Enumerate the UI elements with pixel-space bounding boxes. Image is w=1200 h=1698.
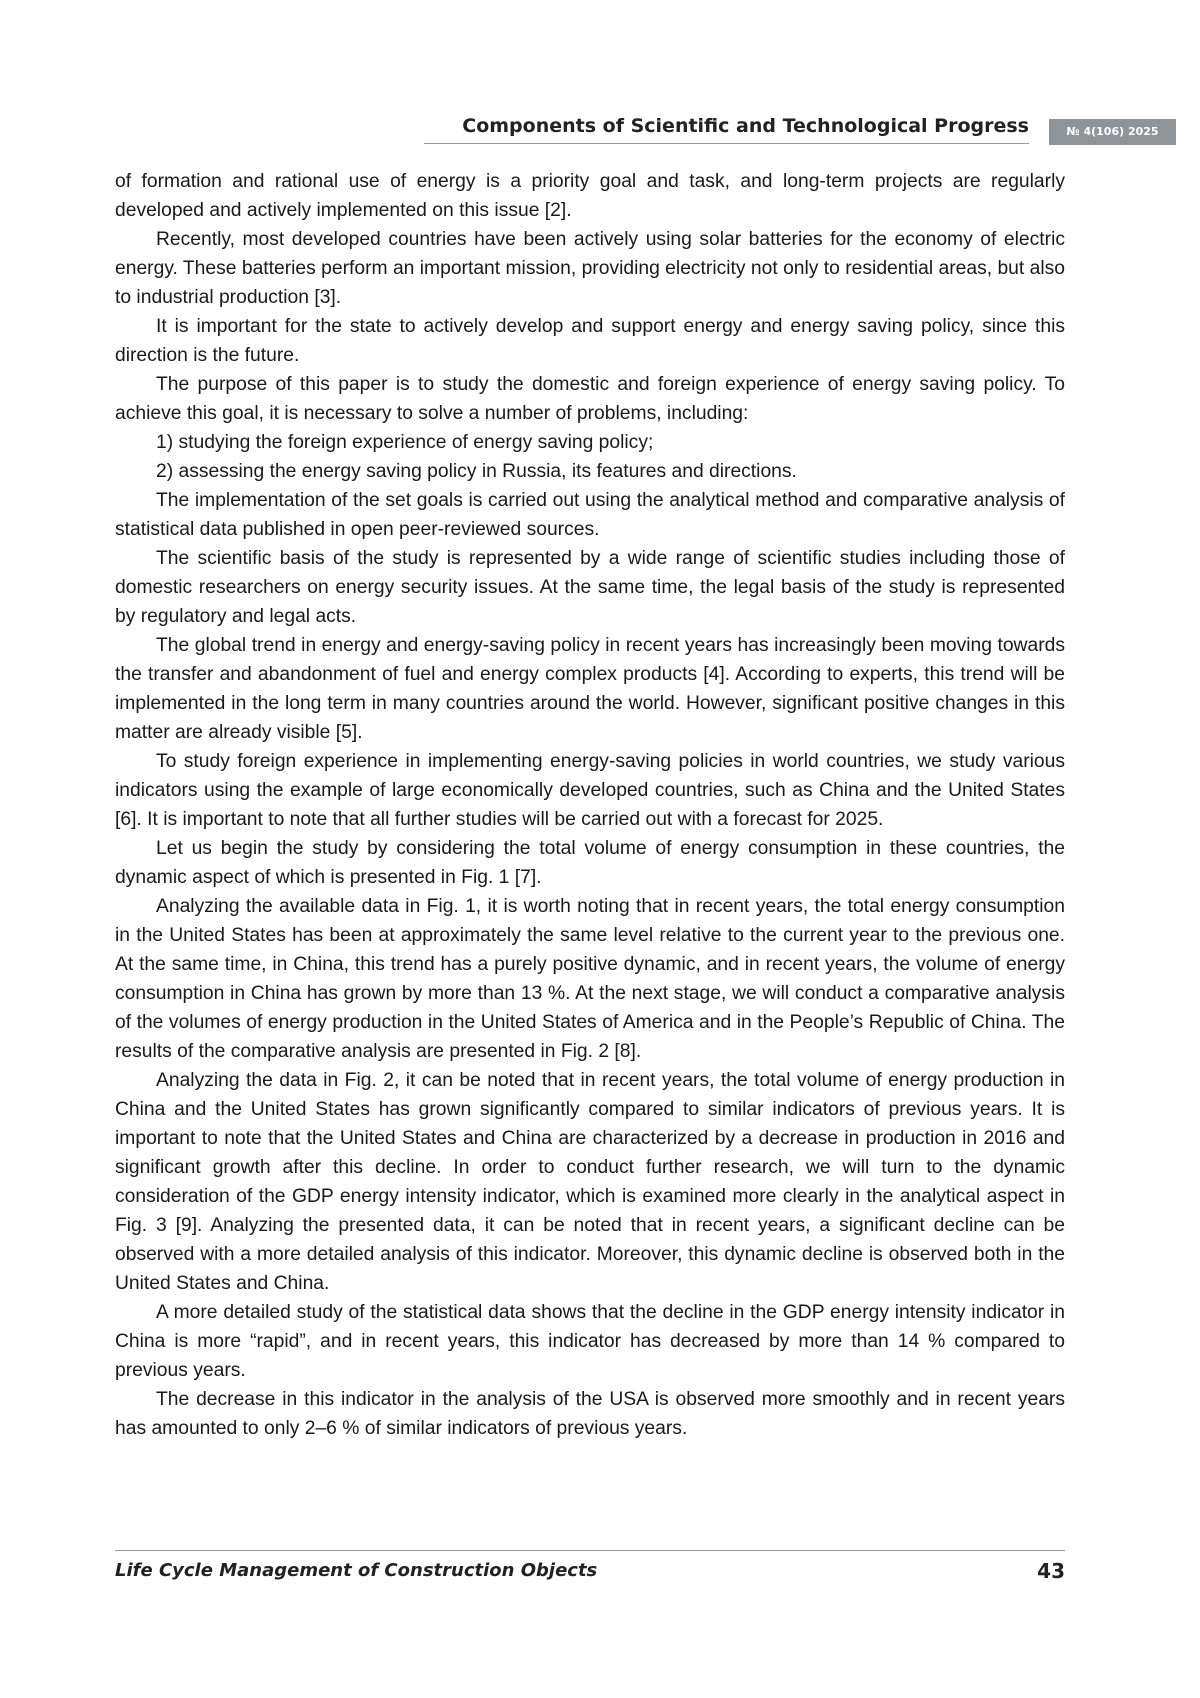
paragraph: Let us begin the study by considering the total volume of energy consumption in these countries, the dynamic aspect of which is presented in Fig. 1 [7]. [115, 838, 1065, 888]
paragraph: of formation and rational use of energy is a priority goal and task, and long-term projects are regularly developed and actively implemented on this issue [2]. [115, 171, 1065, 221]
paragraph: The purpose of this paper is to study the domestic and foreign experience of energy saving policy. To achieve this goal, it is necessary to solve a number of problems, including: [115, 374, 1065, 424]
journal-title: Life Cycle Management of Construction Objects [115, 1560, 598, 1581]
paragraph: A more detailed study of the statistical data shows that the decline in the GDP energy intensity indicator in China is more “rapid”, and in recent years, this indicator has decreased by more than 14 % compared to previous years. [115, 1302, 1065, 1381]
paragraph: Recently, most developed countries have been actively using solar batteries for the economy of electric energy. These batteries perform an important mission, providing electricity not only to residential areas, but also to industrial production [3]. [115, 229, 1065, 308]
paragraph: The implementation of the set goals is carried out using the analytical method and comparative analysis of statistical data published in open peer-reviewed sources. [115, 490, 1065, 540]
list-item: 1) studying the foreign experience of energy saving policy; [156, 432, 654, 453]
section-title: Components of Scientific and Technological Progress [462, 115, 1029, 137]
paragraph: Analyzing the data in Fig. 2, it can be noted that in recent years, the total volume of energy production in China and the United States has grown significantly compared to similar indicators of previous years. It is important to note that the United States and China are characterized by a decrease in production in 2016 and significant growth after this decline. In order to conduct further research, we will turn to the dynamic consideration of the GDP energy intensity indicator, which is examined more clearly in the analytical aspect in Fig. 3 [9]. Analyzing the presented data, it can be noted that in recent years, a significant decline can be observed with a more detailed analysis of this indicator. Moreover, this dynamic decline is observed both in the United States and China. [115, 1070, 1065, 1294]
paragraph: The scientific basis of the study is represented by a wide range of scientific studies including those of domestic researchers on energy security issues. At the same time, the legal basis of the study is represented by regulatory and legal acts. [115, 548, 1065, 627]
paragraph: Analyzing the available data in Fig. 1, it is worth noting that in recent years, the total energy consumption in the United States has been at approximately the same level relative to the current year to the previous one. At the same time, in China, this trend has a purely positive dynamic, and in recent years, the volume of energy consumption in China has grown by more than 13 %. At the next stage, we will conduct a comparative analysis of the volumes of energy production in the United States of America and in the People’s Republic of China. The results of the comparative analysis are presented in Fig. 2 [8]. [115, 896, 1065, 1062]
page-number: 43 [1037, 1559, 1065, 1583]
paragraph: The decrease in this indicator in the analysis of the USA is observed more smoothly and in recent years has amounted to only 2–6 % of similar indicators of previous years. [115, 1389, 1065, 1439]
list-item: 2) assessing the energy saving policy in Russia, its features and directions. [156, 461, 797, 482]
footer-rule [115, 1550, 1065, 1551]
paragraph: The global trend in energy and energy-saving policy in recent years has increasingly been moving towards the transfer and abandonment of fuel and energy complex products [4]. According to experts, this trend will be implemented in the long term in many countries around the world. However, significant positive changes in this matter are already visible [5]. [115, 635, 1065, 743]
running-header [424, 114, 1176, 146]
issue-badge: № 4(106) 2025 [1049, 119, 1176, 145]
header-rule [424, 143, 1029, 144]
body-text [115, 167, 1065, 1443]
paragraph: It is important for the state to actively develop and support energy and energy saving policy, since this direction is the future. [115, 316, 1065, 366]
paragraph: To study foreign experience in implementing energy-saving policies in world countries, we study various indicators using the example of large economically developed countries, such as China and the United States [6]. It is important to note that all further studies will be carried out with a forecast for 2025. [115, 751, 1065, 830]
